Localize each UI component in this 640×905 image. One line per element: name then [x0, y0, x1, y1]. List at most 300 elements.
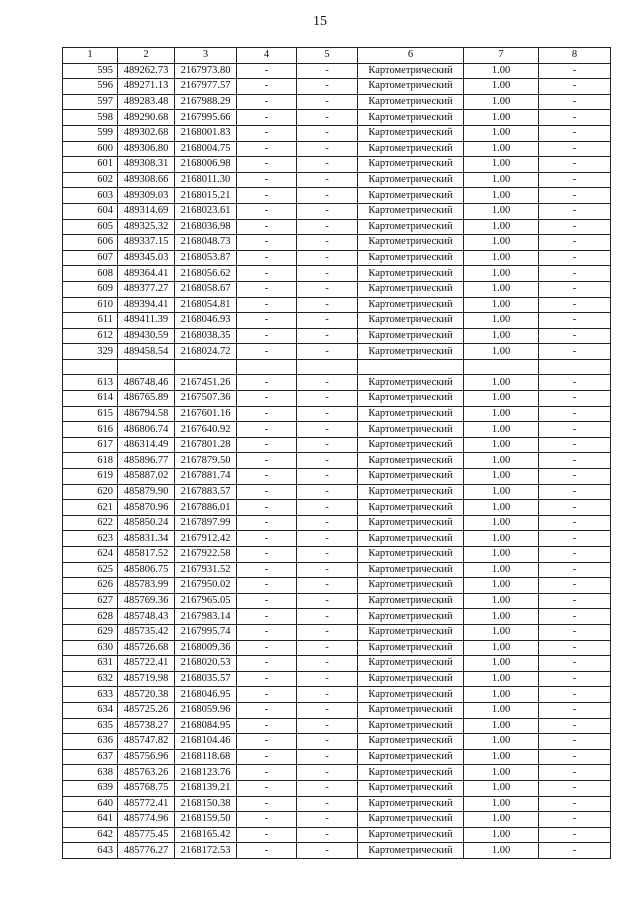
- col-8-value: -: [539, 188, 611, 204]
- y-coordinate: 2168059.96: [175, 702, 237, 718]
- y-coordinate: 2167983.14: [175, 609, 237, 625]
- col-8-value: -: [539, 734, 611, 750]
- table-row: [63, 94, 611, 110]
- accuracy: 1.00: [464, 640, 539, 656]
- point-number: 595: [63, 63, 118, 79]
- table-row: [63, 203, 611, 219]
- col-5-value: -: [297, 125, 358, 141]
- col-4-value: -: [237, 780, 297, 796]
- col-4-value: -: [237, 344, 297, 360]
- x-coordinate: 489430.59: [118, 328, 175, 344]
- col-8-value: -: [539, 157, 611, 173]
- table-row: [63, 547, 611, 563]
- table-row: [63, 453, 611, 469]
- method: Картометрический: [358, 500, 464, 516]
- x-coordinate: 489283.48: [118, 94, 175, 110]
- point-number: 603: [63, 188, 118, 204]
- col-5-value: -: [297, 203, 358, 219]
- point-number: 620: [63, 484, 118, 500]
- col-5-value: -: [297, 484, 358, 500]
- table-row: [63, 843, 611, 859]
- method: Картометрический: [358, 219, 464, 235]
- accuracy: 1.00: [464, 718, 539, 734]
- x-coordinate: 485817.52: [118, 547, 175, 563]
- point-number: 643: [63, 843, 118, 859]
- empty-cell: [539, 359, 611, 375]
- table-row: [63, 422, 611, 438]
- accuracy: 1.00: [464, 141, 539, 157]
- col-8-value: -: [539, 375, 611, 391]
- y-coordinate: 2168172.53: [175, 843, 237, 859]
- point-number: 611: [63, 313, 118, 329]
- col-8-value: -: [539, 437, 611, 453]
- table-row: [63, 437, 611, 453]
- accuracy: 1.00: [464, 796, 539, 812]
- table-row: [63, 500, 611, 516]
- table-row: [63, 624, 611, 640]
- table-row: [63, 125, 611, 141]
- point-number: 608: [63, 266, 118, 282]
- col-5-value: -: [297, 515, 358, 531]
- accuracy: 1.00: [464, 749, 539, 765]
- table-row: [63, 297, 611, 313]
- point-number: 605: [63, 219, 118, 235]
- col-8-value: -: [539, 391, 611, 407]
- col-8-value: -: [539, 827, 611, 843]
- col-5-value: -: [297, 624, 358, 640]
- accuracy: 1.00: [464, 63, 539, 79]
- x-coordinate: 489314.69: [118, 203, 175, 219]
- y-coordinate: 2168053.87: [175, 250, 237, 266]
- y-coordinate: 2168139.21: [175, 780, 237, 796]
- method: Картометрический: [358, 391, 464, 407]
- method: Картометрический: [358, 266, 464, 282]
- col-4-value: -: [237, 469, 297, 485]
- y-coordinate: 2167931.52: [175, 562, 237, 578]
- contour-separator-row: [63, 359, 611, 375]
- point-number: 623: [63, 531, 118, 547]
- col-4-value: -: [237, 422, 297, 438]
- col-4-value: -: [237, 219, 297, 235]
- x-coordinate: 489271.13: [118, 79, 175, 95]
- method: Картометрический: [358, 765, 464, 781]
- method: Картометрический: [358, 437, 464, 453]
- col-8-value: -: [539, 843, 611, 859]
- accuracy: 1.00: [464, 328, 539, 344]
- page-number: 15: [313, 14, 327, 29]
- table-row: [63, 344, 611, 360]
- y-coordinate: 2168009.36: [175, 640, 237, 656]
- column-header: 6: [358, 48, 464, 64]
- col-4-value: -: [237, 515, 297, 531]
- method: Картометрический: [358, 843, 464, 859]
- col-8-value: -: [539, 796, 611, 812]
- x-coordinate: 486765.89: [118, 391, 175, 407]
- method: Картометрический: [358, 593, 464, 609]
- col-4-value: -: [237, 375, 297, 391]
- col-8-value: -: [539, 125, 611, 141]
- x-coordinate: 489308.66: [118, 172, 175, 188]
- accuracy: 1.00: [464, 671, 539, 687]
- col-5-value: -: [297, 453, 358, 469]
- col-8-value: -: [539, 313, 611, 329]
- col-5-value: -: [297, 63, 358, 79]
- col-8-value: -: [539, 406, 611, 422]
- y-coordinate: 2168104.46: [175, 734, 237, 750]
- accuracy: 1.00: [464, 593, 539, 609]
- col-5-value: -: [297, 469, 358, 485]
- empty-cell: [118, 359, 175, 375]
- method: Картометрический: [358, 609, 464, 625]
- x-coordinate: 485768.75: [118, 780, 175, 796]
- y-coordinate: 2168159.50: [175, 812, 237, 828]
- table-row: [63, 250, 611, 266]
- table-row: [63, 593, 611, 609]
- col-5-value: -: [297, 827, 358, 843]
- col-4-value: -: [237, 765, 297, 781]
- y-coordinate: 2168058.67: [175, 281, 237, 297]
- col-5-value: -: [297, 328, 358, 344]
- table-row: [63, 219, 611, 235]
- col-4-value: -: [237, 110, 297, 126]
- method: Картометрический: [358, 453, 464, 469]
- point-number: 606: [63, 235, 118, 251]
- x-coordinate: 485870.96: [118, 500, 175, 516]
- point-number: 609: [63, 281, 118, 297]
- method: Картометрический: [358, 250, 464, 266]
- col-4-value: -: [237, 250, 297, 266]
- x-coordinate: 485776.27: [118, 843, 175, 859]
- col-5-value: -: [297, 391, 358, 407]
- table-row: [63, 827, 611, 843]
- x-coordinate: 485748.43: [118, 609, 175, 625]
- method: Картометрический: [358, 344, 464, 360]
- col-8-value: -: [539, 749, 611, 765]
- method: Картометрический: [358, 203, 464, 219]
- col-8-value: -: [539, 500, 611, 516]
- col-4-value: -: [237, 812, 297, 828]
- col-8-value: -: [539, 141, 611, 157]
- x-coordinate: 485774.96: [118, 812, 175, 828]
- col-8-value: -: [539, 250, 611, 266]
- col-4-value: -: [237, 172, 297, 188]
- y-coordinate: 2167801.28: [175, 437, 237, 453]
- col-8-value: -: [539, 203, 611, 219]
- point-number: 614: [63, 391, 118, 407]
- method: Картометрический: [358, 281, 464, 297]
- col-4-value: -: [237, 453, 297, 469]
- point-number: 600: [63, 141, 118, 157]
- method: Картометрический: [358, 328, 464, 344]
- method: Картометрический: [358, 110, 464, 126]
- accuracy: 1.00: [464, 110, 539, 126]
- method: Картометрический: [358, 812, 464, 828]
- point-number: 622: [63, 515, 118, 531]
- point-number: 632: [63, 671, 118, 687]
- col-4-value: -: [237, 687, 297, 703]
- col-4-value: -: [237, 500, 297, 516]
- method: Картометрический: [358, 656, 464, 672]
- method: Картометрический: [358, 780, 464, 796]
- col-8-value: -: [539, 687, 611, 703]
- x-coordinate: 489302.68: [118, 125, 175, 141]
- accuracy: 1.00: [464, 157, 539, 173]
- col-8-value: -: [539, 515, 611, 531]
- y-coordinate: 2168038.35: [175, 328, 237, 344]
- x-coordinate: 485756.96: [118, 749, 175, 765]
- y-coordinate: 2168036.98: [175, 219, 237, 235]
- header-row: [63, 48, 611, 64]
- col-8-value: -: [539, 281, 611, 297]
- col-5-value: -: [297, 609, 358, 625]
- table-row: [63, 687, 611, 703]
- y-coordinate: 2167950.02: [175, 578, 237, 594]
- method: Картометрический: [358, 562, 464, 578]
- x-coordinate: 489306.80: [118, 141, 175, 157]
- x-coordinate: 485879.90: [118, 484, 175, 500]
- col-5-value: -: [297, 796, 358, 812]
- col-5-value: -: [297, 172, 358, 188]
- x-coordinate: 485735.42: [118, 624, 175, 640]
- table-row: [63, 671, 611, 687]
- accuracy: 1.00: [464, 437, 539, 453]
- col-5-value: -: [297, 281, 358, 297]
- col-4-value: -: [237, 562, 297, 578]
- table-row: [63, 609, 611, 625]
- col-8-value: -: [539, 266, 611, 282]
- point-number: 642: [63, 827, 118, 843]
- col-5-value: -: [297, 219, 358, 235]
- accuracy: 1.00: [464, 656, 539, 672]
- column-header: 2: [118, 48, 175, 64]
- col-8-value: -: [539, 328, 611, 344]
- accuracy: 1.00: [464, 843, 539, 859]
- col-4-value: -: [237, 437, 297, 453]
- accuracy: 1.00: [464, 702, 539, 718]
- col-5-value: -: [297, 765, 358, 781]
- col-4-value: -: [237, 702, 297, 718]
- table-row: [63, 110, 611, 126]
- table-row: [63, 141, 611, 157]
- accuracy: 1.00: [464, 188, 539, 204]
- y-coordinate: 2168048.73: [175, 235, 237, 251]
- point-number: 633: [63, 687, 118, 703]
- y-coordinate: 2168020.53: [175, 656, 237, 672]
- accuracy: 1.00: [464, 469, 539, 485]
- x-coordinate: 489458.54: [118, 344, 175, 360]
- empty-cell: [464, 359, 539, 375]
- x-coordinate: 486806.74: [118, 422, 175, 438]
- x-coordinate: 489337.15: [118, 235, 175, 251]
- method: Картометрический: [358, 297, 464, 313]
- accuracy: 1.00: [464, 515, 539, 531]
- col-4-value: -: [237, 718, 297, 734]
- point-number: 626: [63, 578, 118, 594]
- table-row: [63, 375, 611, 391]
- table-row: [63, 765, 611, 781]
- table-row: [63, 157, 611, 173]
- col-5-value: -: [297, 110, 358, 126]
- x-coordinate: 485887.02: [118, 469, 175, 485]
- x-coordinate: 489345.03: [118, 250, 175, 266]
- method: Картометрический: [358, 531, 464, 547]
- col-5-value: -: [297, 266, 358, 282]
- y-coordinate: 2168011.30: [175, 172, 237, 188]
- point-number: 597: [63, 94, 118, 110]
- col-5-value: -: [297, 812, 358, 828]
- x-coordinate: 485738.27: [118, 718, 175, 734]
- point-number: 636: [63, 734, 118, 750]
- col-8-value: -: [539, 640, 611, 656]
- table-row: [63, 640, 611, 656]
- col-8-value: -: [539, 531, 611, 547]
- accuracy: 1.00: [464, 687, 539, 703]
- table-row: [63, 266, 611, 282]
- x-coordinate: 485806.75: [118, 562, 175, 578]
- y-coordinate: 2168015.21: [175, 188, 237, 204]
- col-4-value: -: [237, 734, 297, 750]
- point-number: 619: [63, 469, 118, 485]
- method: Картометрический: [358, 63, 464, 79]
- table-row: [63, 702, 611, 718]
- method: Картометрический: [358, 547, 464, 563]
- x-coordinate: 489290.68: [118, 110, 175, 126]
- x-coordinate: 486748.46: [118, 375, 175, 391]
- y-coordinate: 2167883.57: [175, 484, 237, 500]
- x-coordinate: 485896.77: [118, 453, 175, 469]
- point-number: 634: [63, 702, 118, 718]
- table-row: [63, 718, 611, 734]
- col-8-value: -: [539, 609, 611, 625]
- x-coordinate: 489309.03: [118, 188, 175, 204]
- col-8-value: -: [539, 94, 611, 110]
- y-coordinate: 2168084.95: [175, 718, 237, 734]
- accuracy: 1.00: [464, 94, 539, 110]
- y-coordinate: 2167965.05: [175, 593, 237, 609]
- x-coordinate: 485720.38: [118, 687, 175, 703]
- x-coordinate: 489377.27: [118, 281, 175, 297]
- y-coordinate: 2168024.72: [175, 344, 237, 360]
- col-4-value: -: [237, 235, 297, 251]
- point-number: 640: [63, 796, 118, 812]
- point-number: 596: [63, 79, 118, 95]
- column-header: 7: [464, 48, 539, 64]
- col-4-value: -: [237, 796, 297, 812]
- col-5-value: -: [297, 702, 358, 718]
- col-5-value: -: [297, 141, 358, 157]
- accuracy: 1.00: [464, 453, 539, 469]
- point-number: 631: [63, 656, 118, 672]
- table-row: [63, 79, 611, 95]
- x-coordinate: 485719.98: [118, 671, 175, 687]
- accuracy: 1.00: [464, 250, 539, 266]
- x-coordinate: 485850.24: [118, 515, 175, 531]
- x-coordinate: 489325.32: [118, 219, 175, 235]
- method: Картометрический: [358, 796, 464, 812]
- accuracy: 1.00: [464, 500, 539, 516]
- point-number: 598: [63, 110, 118, 126]
- col-8-value: -: [539, 110, 611, 126]
- col-5-value: -: [297, 640, 358, 656]
- col-5-value: -: [297, 547, 358, 563]
- x-coordinate: 485772.41: [118, 796, 175, 812]
- accuracy: 1.00: [464, 547, 539, 563]
- coordinates-table: [62, 47, 611, 859]
- method: Картометрический: [358, 484, 464, 500]
- col-4-value: -: [237, 843, 297, 859]
- col-4-value: -: [237, 547, 297, 563]
- method: Картометрический: [358, 640, 464, 656]
- col-4-value: -: [237, 157, 297, 173]
- accuracy: 1.00: [464, 422, 539, 438]
- empty-cell: [175, 359, 237, 375]
- y-coordinate: 2168165.42: [175, 827, 237, 843]
- point-number: 638: [63, 765, 118, 781]
- col-8-value: -: [539, 624, 611, 640]
- col-8-value: -: [539, 656, 611, 672]
- y-coordinate: 2167973.80: [175, 63, 237, 79]
- method: Картометрический: [358, 375, 464, 391]
- col-8-value: -: [539, 780, 611, 796]
- point-number: 610: [63, 297, 118, 313]
- method: Картометрический: [358, 422, 464, 438]
- col-4-value: -: [237, 624, 297, 640]
- col-4-value: -: [237, 281, 297, 297]
- col-8-value: -: [539, 484, 611, 500]
- column-header: 3: [175, 48, 237, 64]
- accuracy: 1.00: [464, 391, 539, 407]
- col-4-value: -: [237, 640, 297, 656]
- y-coordinate: 2167886.01: [175, 500, 237, 516]
- col-4-value: -: [237, 609, 297, 625]
- col-5-value: -: [297, 718, 358, 734]
- accuracy: 1.00: [464, 297, 539, 313]
- table-row: [63, 796, 611, 812]
- y-coordinate: 2167601.16: [175, 406, 237, 422]
- column-header: 1: [63, 48, 118, 64]
- col-4-value: -: [237, 203, 297, 219]
- column-header: 4: [237, 48, 297, 64]
- table-row: [63, 656, 611, 672]
- table-row: [63, 172, 611, 188]
- accuracy: 1.00: [464, 562, 539, 578]
- x-coordinate: 485722.41: [118, 656, 175, 672]
- col-5-value: -: [297, 313, 358, 329]
- accuracy: 1.00: [464, 406, 539, 422]
- y-coordinate: 2167640.92: [175, 422, 237, 438]
- col-8-value: -: [539, 562, 611, 578]
- point-number: 601: [63, 157, 118, 173]
- y-coordinate: 2167507.36: [175, 391, 237, 407]
- col-4-value: -: [237, 656, 297, 672]
- col-5-value: -: [297, 422, 358, 438]
- point-number: 612: [63, 328, 118, 344]
- x-coordinate: 485769.36: [118, 593, 175, 609]
- col-4-value: -: [237, 188, 297, 204]
- method: Картометрический: [358, 157, 464, 173]
- table-row: [63, 578, 611, 594]
- accuracy: 1.00: [464, 235, 539, 251]
- col-8-value: -: [539, 235, 611, 251]
- method: Картометрический: [358, 79, 464, 95]
- method: Картометрический: [358, 749, 464, 765]
- accuracy: 1.00: [464, 578, 539, 594]
- method: Картометрический: [358, 624, 464, 640]
- method: Картометрический: [358, 671, 464, 687]
- x-coordinate: 485831.34: [118, 531, 175, 547]
- y-coordinate: 2167881.74: [175, 469, 237, 485]
- col-5-value: -: [297, 656, 358, 672]
